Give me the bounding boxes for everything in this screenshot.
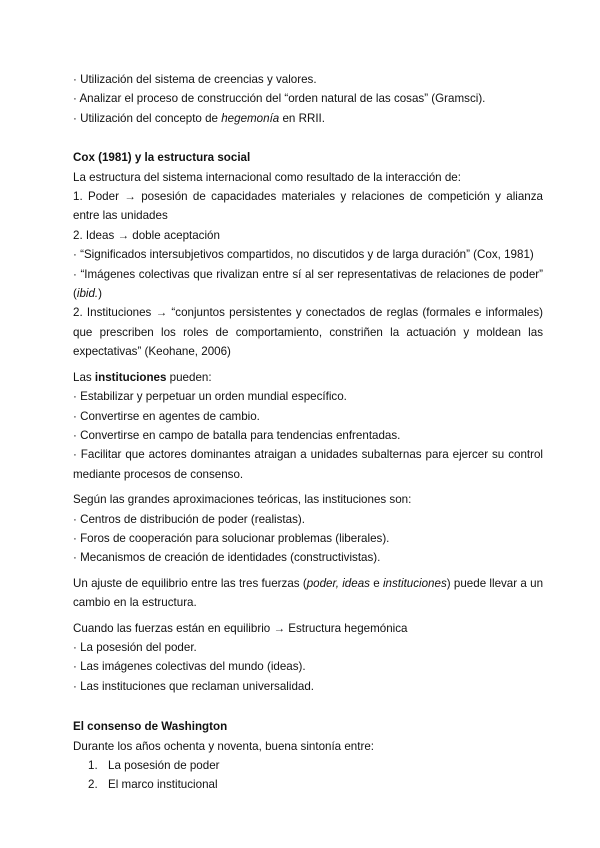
poder-ideas-term: poder, ideas [306, 576, 370, 590]
hegemonica-intro: Cuando las fuerzas están en equilibrio → Estructura hegemónica [73, 621, 408, 635]
washington-list [73, 756, 543, 795]
puede-item: · Estabilizar y perpetuar un orden mundial específico. [73, 390, 347, 404]
cox-ideas: 2. Ideas → doble aceptación [73, 228, 220, 242]
intro-bullet-3-end: en RRII. [279, 111, 325, 125]
washington-heading: El consenso de Washington [73, 720, 228, 734]
ajuste-paragraph [73, 574, 543, 613]
page-content [73, 70, 543, 795]
hegemonia-term: hegemonía [221, 111, 280, 125]
list-number: 2. [88, 778, 98, 792]
list-number: 1. [88, 759, 98, 772]
ajuste-text: Un ajuste de equilibrio entre las tres fuerzas ( [73, 576, 307, 590]
cox-poder: 1. Poder → posesión de capacidades materiales y relaciones de competición y alianza entre las unidades [73, 190, 543, 223]
instituciones-term: instituciones [94, 370, 167, 384]
ajuste-connector: e [369, 576, 383, 590]
puede-item: · Convertirse en agentes de cambio. [73, 409, 260, 423]
cox-ideas-bullet-2 [73, 265, 543, 304]
ibid-term: ibid. [76, 287, 99, 301]
puede-intro [73, 368, 543, 387]
aprox-item: · Foros de cooperación para solucionar problemas (liberales). [73, 531, 390, 545]
hegemonica-item: · Las instituciones que reclaman universalidad. [73, 679, 315, 693]
cox-intro: La estructura del sistema internacional como resultado de la interacción de: [73, 170, 461, 184]
intro-bullet-2: · Analizar el proceso de construcción del “orden natural de las cosas” (Gramsci). [73, 92, 486, 106]
intro-bullet-3 [73, 109, 543, 128]
aprox-item: · Centros de distribución de poder (realistas). [73, 512, 305, 526]
intro-bullet-1: · Utilización del sistema de creencias y valores. [73, 73, 317, 86]
cox-heading: Cox (1981) y la estructura social [73, 151, 251, 165]
hegemonica-item: · Las imágenes colectivas del mundo (ideas). [73, 660, 306, 674]
ajuste-text-end: ) puede llevar a un cambio en la estructura. [73, 576, 544, 610]
washington-intro: Durante los años ochenta y noventa, buena sintonía entre: [73, 739, 375, 753]
cox-ideas-bullet-2-end: ) [98, 287, 103, 301]
puede-intro-pre: Las [73, 370, 95, 384]
aprox-intro: Según las grandes aproximaciones teóricas, las instituciones son: [73, 493, 412, 507]
cox-ideas-bullet-2-text: · “Imágenes colectivas que rivalizan entre sí al ser representativas de relaciones de poder” ( [73, 267, 543, 301]
cox-ideas-bullet-1: · “Significados intersubjetivos compartidos, no discutidos y de larga duración” (Cox, 1981) [73, 248, 534, 262]
list-text: La posesión de poder [108, 759, 220, 772]
intro-bullet-3-text: · Utilización del concepto de [73, 111, 222, 125]
list-item [73, 756, 543, 775]
instituciones-em-term: instituciones [382, 576, 447, 590]
puede-item: · Facilitar que actores dominantes atraigan a unidades subalternas para ejercer su control mediante procesos de consenso. [73, 448, 543, 481]
aprox-item: · Mecanismos de creación de identidades (constructivistas). [73, 551, 381, 565]
cox-instituciones: 2. Instituciones → “conjuntos persistentes y conectados de reglas (formales e informales) que prescriben los roles de comportamiento, constriñen la actuación y moldean las expectativas” (Keohane, 2006) [73, 306, 543, 359]
list-item [73, 775, 543, 794]
list-text: El marco institucional [108, 778, 218, 792]
puede-item: · Convertirse en campo de batalla para tendencias enfrentadas. [73, 428, 401, 442]
hegemonica-item: · La posesión del poder. [73, 640, 197, 654]
puede-intro-post: pueden: [166, 370, 212, 384]
